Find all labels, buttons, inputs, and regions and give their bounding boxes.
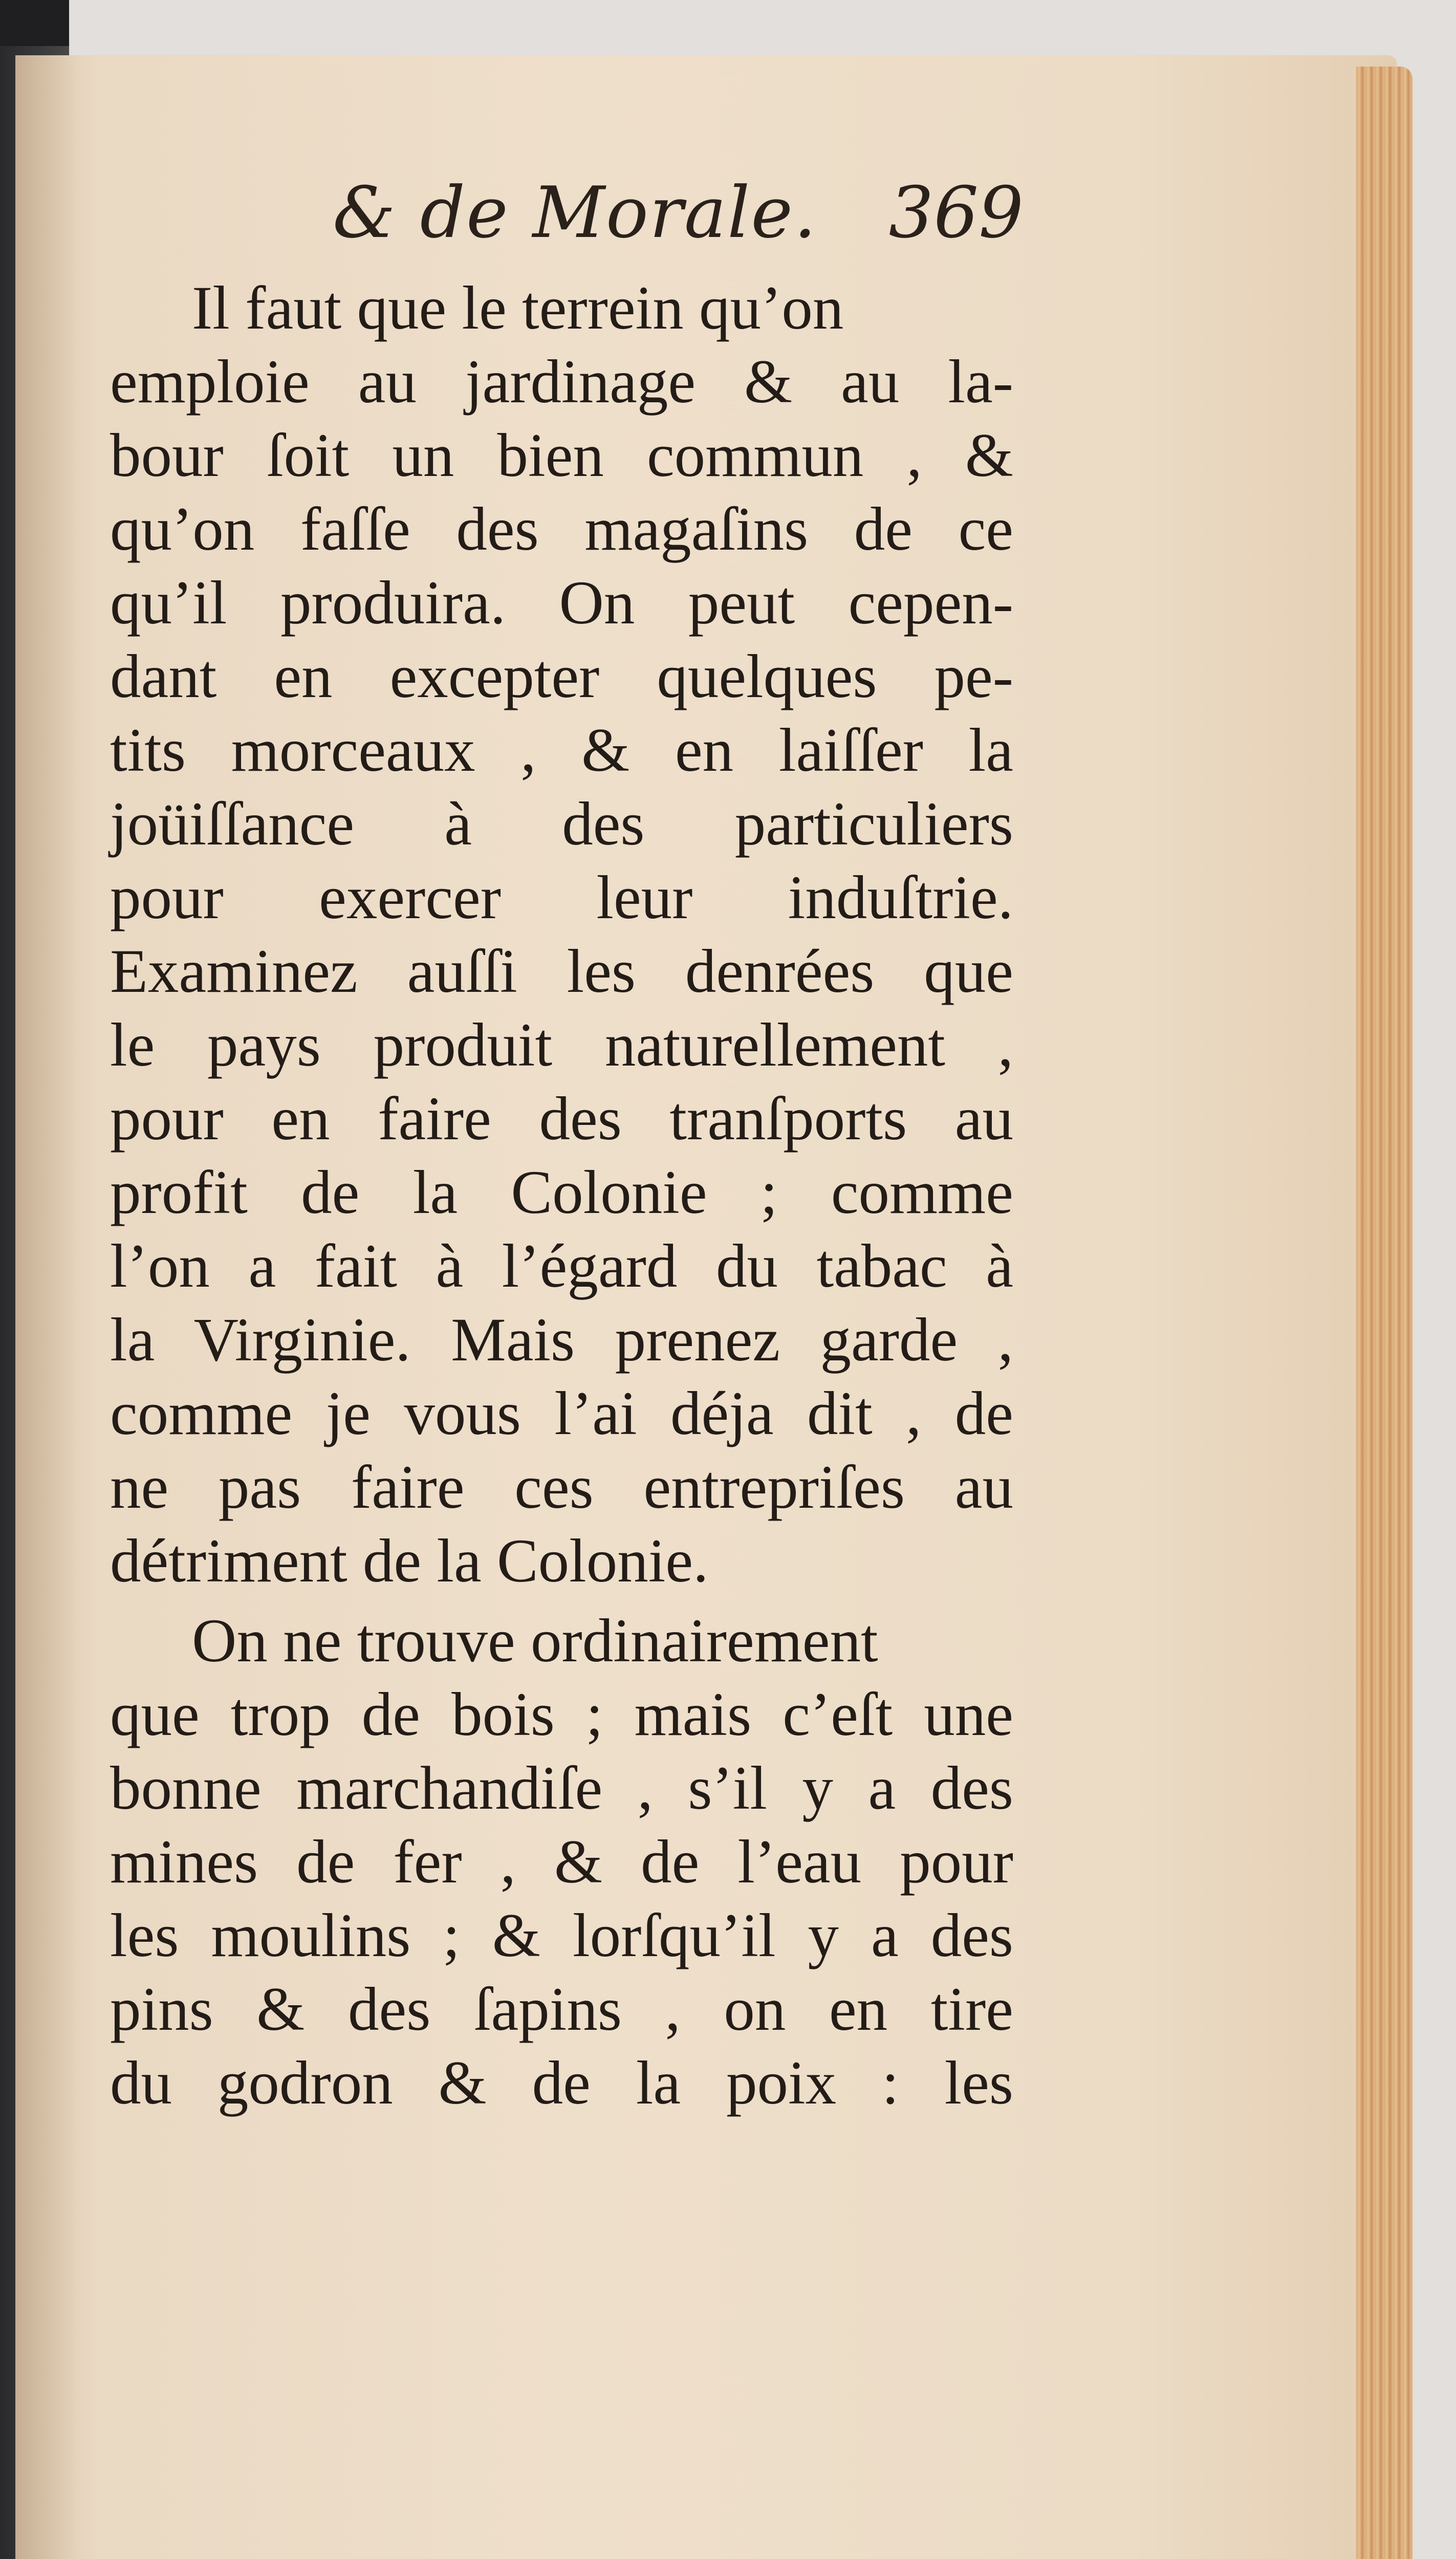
running-title: & de Morale. [333, 171, 817, 254]
body-text [110, 271, 1013, 2120]
text-line: qu’il produira. On peut cepen- [110, 569, 1013, 637]
text-line: dant en excepter quelques pe- [110, 642, 1013, 711]
text-line: la Virginie. Mais prenez garde , [110, 1306, 1013, 1374]
text-line: bonne marchandiſe , s’il y a des [110, 1754, 1013, 1823]
text-line: ne pas faire ces entrepriſes au [110, 1453, 1013, 1522]
text-line: Examinez auſſi les denrées que [110, 937, 1013, 1006]
text-line: le pays produit naturellement , [110, 1011, 1013, 1079]
page-edges [1356, 67, 1412, 2559]
text-line: joüiſſance à des particuliers [110, 790, 1013, 858]
page-number: 369 [888, 171, 1024, 254]
text-line: détriment de la Colonie. [110, 1527, 709, 1595]
text-line: profit de la Colonie ; comme [110, 1158, 1013, 1227]
text-line: comme je vous l’ai déja dit , de [110, 1379, 1013, 1448]
book-cover-corner-top [0, 0, 69, 46]
text-line: On ne trouve ordinairement [192, 1607, 878, 1675]
running-header [333, 171, 1024, 269]
text-line: l’on a fait à l’égard du tabac à [110, 1232, 1013, 1300]
text-line: du godron & de la poix : les [110, 2049, 1013, 2117]
text-line: qu’on faſſe des magaſins de ce [110, 495, 1013, 563]
page-gutter-shadow [15, 55, 77, 2559]
text-line: pour exercer leur induſtrie. [110, 863, 1013, 932]
text-line: emploie au jardinage & au la- [110, 348, 1013, 416]
text-line: pour en faire des tranſports au [110, 1085, 1013, 1153]
text-line: que trop de bois ; mais c’eſt une [110, 1680, 1013, 1749]
text-line: les moulins ; & lorſqu’il y a des [110, 1901, 1013, 1970]
text-line: tits morceaux , & en laiſſer la [110, 716, 1013, 785]
text-line: bour ſoit un bien commun , & [110, 421, 1013, 490]
text-line: pins & des ſapins , on en tire [110, 1975, 1013, 2044]
text-line: Il faut que le terrein qu’on [192, 274, 844, 342]
text-line: mines de fer , & de l’eau pour [110, 1828, 1013, 1896]
